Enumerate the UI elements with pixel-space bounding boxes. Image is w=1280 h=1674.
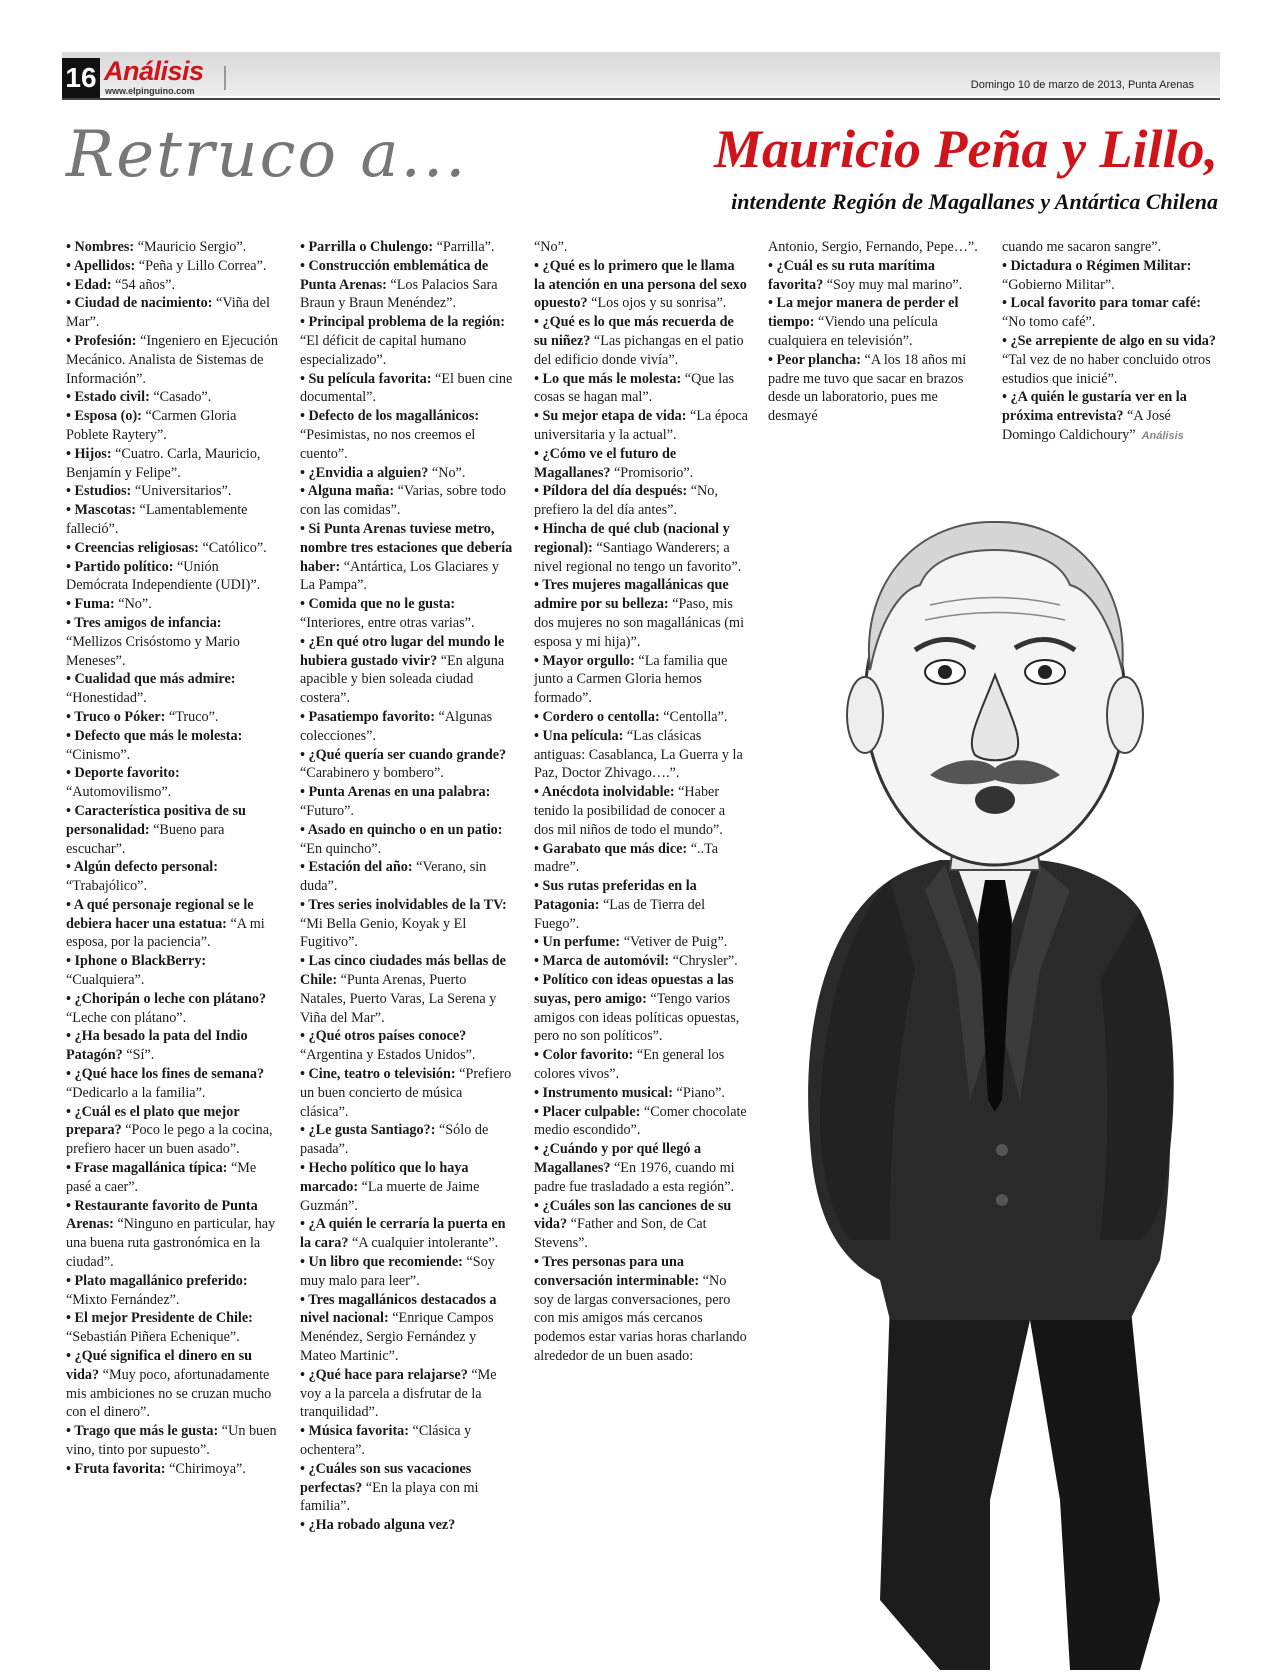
answer-text: “A los 18 años mi padre me tuvo que sacar en brazos desde un laboratorio, pues me desmayé bbox=[768, 351, 967, 425]
answer-text: “Católico”. bbox=[202, 539, 267, 556]
answer-text: “Enrique Campos Menéndez, Sergio Fernández y Mateo Martinic”. bbox=[300, 1310, 494, 1365]
question-label: • Una película: bbox=[534, 727, 624, 744]
question-label: • Pasatiempo favorito: bbox=[300, 708, 435, 725]
question-label: • Marca de automóvil: bbox=[534, 953, 670, 970]
question-label: • ¿Cuál es su ruta marítima favorita? bbox=[768, 257, 935, 293]
question-label: • Restaurante favorito de Punta Arenas: bbox=[66, 1197, 258, 1233]
answer-text: “A José Domingo Caldichoury” bbox=[1002, 408, 1171, 443]
signoff-logo: Análisis bbox=[1141, 429, 1184, 442]
qa-item bbox=[66, 802, 280, 858]
qa-item bbox=[66, 501, 280, 539]
question-label: • Parrilla o Chulengo: bbox=[300, 239, 434, 255]
qa-item bbox=[66, 294, 280, 332]
answer-text: “Los Palacios Sara Braun y Braun Menéndez”. bbox=[300, 276, 498, 312]
answer-text: “Mellizos Crisóstomo y Mario Meneses”. bbox=[66, 633, 240, 669]
qa-item bbox=[66, 1197, 280, 1272]
qa-item bbox=[66, 445, 280, 483]
answer-text: “Gobierno Militar”. bbox=[1002, 276, 1115, 293]
qa-item bbox=[66, 708, 280, 727]
question-label: • Defecto de los magallánicos: bbox=[300, 408, 480, 425]
question-label: • Placer culpable: bbox=[534, 1103, 641, 1120]
qa-item bbox=[66, 896, 280, 952]
qa-item bbox=[534, 1197, 748, 1253]
question-label: • Fuma: bbox=[66, 596, 115, 613]
qa-item bbox=[534, 1084, 748, 1103]
question-label: • Si Punta Arenas tuviese metro, nombre tres estaciones que debería haber: bbox=[300, 520, 513, 575]
question-label: • ¿A quién le gustaría ver en la próxima entrevista? bbox=[1002, 389, 1187, 425]
question-label: • ¿Qué quería ser cuando grande? bbox=[300, 746, 507, 763]
column-1 bbox=[66, 238, 280, 1479]
question-label: • El mejor Presidente de Chile: bbox=[66, 1310, 253, 1327]
qa-item bbox=[300, 1366, 514, 1422]
question-label: • Iphone o BlackBerry: bbox=[66, 953, 207, 970]
question-label: • ¿Choripán o leche con plátano? bbox=[66, 990, 267, 1007]
qa-item bbox=[300, 952, 514, 1027]
qa-item bbox=[66, 1103, 280, 1159]
qa-item bbox=[768, 351, 982, 426]
question-label: • ¿Le gusta Santiago?: bbox=[300, 1122, 436, 1139]
qa-item bbox=[66, 670, 280, 708]
answer-text: “Un buen vino, tinto por supuesto”. bbox=[66, 1423, 277, 1458]
question-label: • Tres series inolvidables de la TV: bbox=[300, 896, 507, 913]
column-2 bbox=[300, 238, 514, 1535]
answer-text: “En la playa con mi familia”. bbox=[300, 1479, 479, 1515]
question-label: • Deporte favorito: bbox=[66, 765, 180, 782]
question-label: • ¿Se arrepiente de algo en su vida? bbox=[1002, 332, 1216, 349]
answer-text: “Pesimistas, no nos creemos el cuento”. bbox=[300, 426, 476, 462]
qa-item bbox=[534, 783, 748, 839]
qa-item bbox=[534, 727, 748, 783]
question-label: • Asado en quincho o en un patio: bbox=[300, 821, 503, 838]
answer-text: “Comer chocolate medio escondido”. bbox=[534, 1103, 747, 1139]
qa-item bbox=[534, 576, 748, 651]
question-label: • La mejor manera de perder el tiempo: bbox=[768, 295, 959, 331]
qa-item bbox=[300, 633, 514, 708]
question-label: • Creencias religiosas: bbox=[66, 539, 199, 556]
answer-text: “Lamentablemente falleció”. bbox=[66, 502, 248, 537]
answer-text: “Centolla”. bbox=[663, 708, 728, 725]
answer-text: “Ingeniero en Ejecución Mecánico. Analista de Sistemas de Información”. bbox=[66, 332, 278, 387]
question-label: • Las cinco ciudades más bellas de Chile: bbox=[300, 953, 506, 989]
page-number: 16 bbox=[62, 58, 100, 98]
answer-text: “Honestidad”. bbox=[66, 690, 147, 707]
question-label: • Estado civil: bbox=[66, 389, 150, 406]
qa-item bbox=[534, 840, 748, 878]
question-label: • Edad: bbox=[66, 276, 112, 293]
question-label: • Punta Arenas en una palabra: bbox=[300, 784, 491, 801]
answer-text: “Las de Tierra del Fuego”. bbox=[534, 896, 706, 932]
qa-item bbox=[534, 877, 748, 933]
qa-item bbox=[300, 595, 514, 633]
answer-text: “El buen cine documental”. bbox=[300, 370, 513, 406]
answer-text: “Me voy a la parcela a disfrutar de la tranquilidad”. bbox=[300, 1366, 497, 1421]
answer-text: “Futuro”. bbox=[300, 802, 354, 819]
dateline: Domingo 10 de marzo de 2013, Punta Arenas bbox=[970, 79, 1194, 91]
qa-item bbox=[534, 370, 748, 408]
column-5 bbox=[1002, 238, 1216, 446]
qa-item bbox=[534, 445, 748, 483]
answer-text: “No soy de largas conversaciones, pero con mis amigos más cercanos podemos estar varias horas charlando alrededor de un buen asado: bbox=[534, 1272, 747, 1365]
answer-text: “Vetiver de Puig”. bbox=[623, 934, 728, 951]
qa-item bbox=[66, 1272, 280, 1310]
answer-text: “Varias, sobre todo con las comidas”. bbox=[300, 483, 506, 519]
question-label: • Tres mujeres magallánicas que admire por su belleza: bbox=[534, 577, 729, 613]
question-label: • Cualidad que más admire: bbox=[66, 671, 236, 688]
qa-item bbox=[66, 1027, 280, 1065]
question-label: • ¿Qué es lo primero que le llama la atención en una persona del sexo opuesto? bbox=[534, 257, 747, 312]
qa-item bbox=[534, 313, 748, 369]
question-label: • ¿Qué hace para relajarse? bbox=[300, 1366, 468, 1383]
answer-text: “Carabinero y bombero”. bbox=[300, 765, 444, 782]
qa-item bbox=[534, 520, 748, 576]
question-label: • Sus rutas preferidas en la Patagonia: bbox=[534, 878, 697, 913]
answer-text: “Santiago Wanderers; a nivel regional no tengo un favorito”. bbox=[534, 539, 742, 575]
answer-text: “Tal vez de no haber concluido otros estudios que inicié”. bbox=[1002, 351, 1211, 387]
answer-text: “Bueno para escuchar”. bbox=[66, 821, 225, 857]
qa-item bbox=[66, 276, 280, 295]
answer-text: “Unión Demócrata Independiente (UDI)”. bbox=[66, 558, 261, 594]
qa-item bbox=[300, 821, 514, 859]
answer-text: “No”. bbox=[431, 464, 466, 481]
qa-item bbox=[66, 727, 280, 765]
question-label: • ¿Ha besado la pata del Indio Patagón? bbox=[66, 1028, 248, 1064]
answer-text: “Las clásicas antiguas: Casablanca, La Guerra y la Paz, Doctor Zhivago….”. bbox=[534, 727, 743, 782]
question-label: • Un libro que recomiende: bbox=[300, 1254, 463, 1271]
question-label: • ¿En qué otro lugar del mundo le hubiera gustado vivir? bbox=[300, 633, 505, 669]
qa-item bbox=[66, 1460, 280, 1479]
qa-item bbox=[66, 1422, 280, 1460]
qa-item bbox=[66, 482, 280, 501]
qa-item bbox=[300, 1065, 514, 1121]
qa-item bbox=[66, 332, 280, 388]
answer-text: “Dedicarlo a la familia”. bbox=[66, 1084, 206, 1101]
answer-text: “Mixto Fernández”. bbox=[66, 1291, 180, 1308]
answer-text: “No tomo café”. bbox=[1002, 314, 1096, 331]
answer-text: “Soy muy malo para leer”. bbox=[300, 1254, 495, 1289]
header-divider bbox=[224, 66, 226, 90]
qa-item bbox=[66, 1159, 280, 1197]
answer-text: “En 1976, cuando mi padre fue trasladado a esta región”. bbox=[534, 1160, 735, 1195]
qa-item bbox=[66, 1065, 280, 1103]
answer-text: “Piano”. bbox=[676, 1084, 725, 1101]
qa-item bbox=[300, 1159, 514, 1215]
qa-item bbox=[534, 257, 748, 313]
article-subtitle: intendente Región de Magallanes y Antártica Chilena bbox=[731, 189, 1218, 214]
answer-text: “Peña y Lillo Correa”. bbox=[138, 257, 267, 274]
question-label: • ¿Envidia a alguien? bbox=[300, 464, 429, 481]
question-label: • Anécdota inolvidable: bbox=[534, 784, 675, 801]
qa-item bbox=[300, 313, 514, 369]
answer-text: “Prefiero un buen concierto de música clásica”. bbox=[300, 1066, 512, 1120]
qa-item bbox=[534, 971, 748, 1046]
question-label: • Comida que no le gusta: bbox=[300, 596, 456, 613]
answer-text: “Cualquiera”. bbox=[66, 972, 145, 989]
answer-text: “Automovilismo”. bbox=[66, 784, 172, 801]
answer-text: “Parrilla”. bbox=[436, 239, 495, 255]
qa-item bbox=[300, 783, 514, 821]
answer-text: “Los ojos y su sonrisa”. bbox=[591, 295, 727, 312]
question-label: • ¿Ha robado alguna vez? bbox=[300, 1517, 456, 1534]
question-label: • ¿Cuáles son sus vacaciones perfectas? bbox=[300, 1460, 472, 1496]
qa-item bbox=[300, 1291, 514, 1366]
qa-item bbox=[300, 1027, 514, 1065]
qa-item bbox=[300, 407, 514, 463]
answer-text: “Antártica, Los Glaciares y La Pampa”. bbox=[300, 558, 499, 594]
newspaper-url[interactable]: www.elpinguino.com bbox=[105, 86, 195, 96]
answer-text: “A mi esposa, por la paciencia”. bbox=[66, 915, 265, 951]
question-label: • Local favorito para tomar café: bbox=[1002, 295, 1201, 312]
qa-item bbox=[66, 238, 280, 257]
qa-item bbox=[300, 1215, 514, 1253]
question-label: • Píldora del día después: bbox=[534, 483, 688, 500]
answer-text: “Viña del Mar”. bbox=[66, 295, 270, 331]
answer-text: “Verano, sin duda”. bbox=[300, 859, 487, 895]
qa-item bbox=[66, 539, 280, 558]
qa-item bbox=[768, 238, 982, 257]
qa-item bbox=[66, 1309, 280, 1347]
answer-text: “La familia que junto a Carmen Gloria hemos formado”. bbox=[534, 652, 728, 707]
question-label: • ¿Cuáles son las canciones de su vida? bbox=[534, 1197, 732, 1233]
question-label: • Partido político: bbox=[66, 558, 174, 575]
qa-item bbox=[66, 952, 280, 990]
question-label: • Garabato que más dice: bbox=[534, 840, 688, 857]
qa-item bbox=[66, 614, 280, 670]
question-label: • ¿Cuándo y por qué llegó a Magallanes? bbox=[534, 1141, 702, 1177]
qa-item bbox=[300, 858, 514, 896]
question-label: • Instrumento musical: bbox=[534, 1084, 673, 1101]
caricature-illustration bbox=[740, 500, 1280, 1674]
answer-text: “Haber tenido la posibilidad de conocer a dos mil niños de todo el mundo”. bbox=[534, 784, 726, 838]
question-label: • Trago que más le gusta: bbox=[66, 1423, 219, 1440]
question-label: • Defecto que más le molesta: bbox=[66, 727, 243, 744]
column-4 bbox=[768, 238, 982, 426]
answer-text: “Algunas colecciones”. bbox=[300, 708, 493, 744]
answer-text: “Leche con plátano”. bbox=[66, 1009, 187, 1026]
qa-item bbox=[66, 257, 280, 276]
newspaper-logo: Análisis bbox=[104, 56, 204, 86]
question-label: • Característica positiva de su personalidad: bbox=[66, 802, 246, 838]
question-label: • ¿A quién le cerraría la puerta en la cara? bbox=[300, 1216, 506, 1252]
question-label: • ¿Qué significa el dinero en su vida? bbox=[66, 1348, 253, 1383]
question-label: • ¿Qué hace los fines de semana? bbox=[66, 1066, 265, 1083]
answer-text: “Father and Son, de Cat Stevens”. bbox=[534, 1216, 707, 1252]
answer-text: “Argentina y Estados Unidos”. bbox=[300, 1047, 476, 1064]
qa-item bbox=[66, 990, 280, 1028]
qa-item bbox=[300, 746, 514, 784]
answer-text: “..Ta madre”. bbox=[534, 840, 719, 876]
qa-item bbox=[300, 708, 514, 746]
question-label: • Fruta favorita: bbox=[66, 1460, 166, 1477]
qa-item bbox=[66, 595, 280, 614]
answer-text: “Viendo una película cualquiera en televisión”. bbox=[768, 314, 938, 349]
header-rule bbox=[62, 98, 1220, 100]
question-label: • Un perfume: bbox=[534, 934, 621, 951]
answer-text: “Que las cosas se hagan mal”. bbox=[534, 370, 735, 406]
answer-text: “Clásica y ochentera”. bbox=[300, 1423, 472, 1458]
question-label: • Mascotas: bbox=[66, 502, 136, 519]
question-label: • ¿Cómo ve el futuro de Magallanes? bbox=[534, 445, 677, 481]
question-label: • Profesión: bbox=[66, 332, 137, 349]
question-label: • Mayor orgullo: bbox=[534, 652, 635, 669]
question-label: • Su mejor etapa de vida: bbox=[534, 408, 687, 425]
question-label: • Hincha de qué club (nacional y regional): bbox=[534, 520, 730, 556]
answer-text: “La época universitaria y la actual”. bbox=[534, 408, 748, 443]
question-label: • Estación del año: bbox=[300, 859, 413, 876]
answer-text: “No”. bbox=[534, 239, 568, 255]
qa-item bbox=[300, 1516, 514, 1535]
answer-text: “Mauricio Sergio”. bbox=[137, 239, 247, 255]
question-label: • Frase magallánica típica: bbox=[66, 1160, 228, 1177]
answer-text: “Ninguno en particular, hay una buena ruta gastronómica en la ciudad”. bbox=[66, 1216, 276, 1271]
answer-text: “Poco le pego a la cocina, prefiero hacer un buen asado”. bbox=[66, 1122, 273, 1158]
qa-item bbox=[300, 1253, 514, 1291]
answer-text: “Muy poco, afortunadamente mis ambiciones no se cruzan mucho con el dinero”. bbox=[66, 1366, 272, 1421]
qa-item bbox=[1002, 388, 1216, 445]
answer-text: cuando me sacaron sangre”. bbox=[1002, 239, 1162, 255]
answer-text: “Interiores, entre otras varias”. bbox=[300, 614, 475, 631]
question-label: • ¿Qué otros países conoce? bbox=[300, 1028, 467, 1045]
question-label: • Lo que más le molesta: bbox=[534, 370, 682, 387]
qa-item bbox=[1002, 294, 1216, 332]
qa-item bbox=[300, 1422, 514, 1460]
answer-text: “54 años”. bbox=[115, 276, 176, 293]
qa-item bbox=[66, 764, 280, 802]
qa-item bbox=[534, 482, 748, 520]
question-label: • Hijos: bbox=[66, 445, 112, 462]
answer-text: “A cualquier intolerante”. bbox=[352, 1235, 499, 1252]
question-label: • Tres amigos de infancia: bbox=[66, 614, 222, 631]
answer-text: “Sebastián Piñera Echenique”. bbox=[66, 1329, 240, 1346]
question-label: • Color favorito: bbox=[534, 1047, 634, 1064]
article-title: Mauricio Peña y Lillo, bbox=[714, 119, 1218, 179]
qa-item bbox=[300, 1460, 514, 1516]
section-title: Retruco a... bbox=[66, 118, 468, 192]
qa-item bbox=[768, 257, 982, 295]
qa-item bbox=[66, 558, 280, 596]
qa-item bbox=[534, 1140, 748, 1196]
question-label: • Apellidos: bbox=[66, 257, 136, 274]
qa-item bbox=[534, 652, 748, 708]
answer-text: “Me pasé a caer”. bbox=[66, 1160, 257, 1195]
qa-item bbox=[534, 1253, 748, 1366]
qa-item bbox=[534, 238, 748, 257]
question-label: • Algún defecto personal: bbox=[66, 859, 218, 876]
answer-text: “Trabajólico”. bbox=[66, 878, 148, 895]
question-label: • Cine, teatro o televisión: bbox=[300, 1066, 456, 1083]
question-label: • Alguna maña: bbox=[300, 483, 395, 500]
answer-text: “Carmen Gloria Poblete Raytery”. bbox=[66, 408, 237, 443]
answer-text: “Soy muy mal marino”. bbox=[826, 276, 963, 293]
question-label: • Hecho político que lo haya marcado: bbox=[300, 1160, 469, 1195]
answer-text: “Tengo varios amigos con ideas políticas opuestas, pero no son políticos”. bbox=[534, 990, 740, 1045]
answer-text: “En alguna apacible y bien soleada ciudad costera”. bbox=[300, 652, 505, 707]
qa-item bbox=[1002, 257, 1216, 295]
qa-item bbox=[300, 370, 514, 408]
answer-text: “No”. bbox=[118, 596, 152, 613]
question-label: • ¿Cuál es el plato que mejor prepara? bbox=[66, 1103, 240, 1139]
answer-text: “Cinismo”. bbox=[66, 746, 131, 763]
qa-item bbox=[300, 520, 514, 595]
answer-text: “La muerte de Jaime Guzmán”. bbox=[300, 1178, 480, 1214]
answer-text: Antonio, Sergio, Fernando, Pepe…”. bbox=[768, 239, 978, 255]
qa-item bbox=[1002, 332, 1216, 388]
answer-text: “En general los colores vivos”. bbox=[534, 1047, 725, 1083]
question-label: • Truco o Póker: bbox=[66, 708, 166, 725]
question-label: • Político con ideas opuestas a las suyas, pero amigo: bbox=[534, 972, 734, 1007]
qa-item bbox=[300, 1121, 514, 1159]
question-label: • Nombres: bbox=[66, 239, 135, 255]
question-label: • Música favorita: bbox=[300, 1423, 409, 1440]
qa-item bbox=[534, 952, 748, 971]
qa-item bbox=[534, 708, 748, 727]
answer-text: “Universitarios”. bbox=[134, 483, 232, 500]
answer-text: “Mi Bella Genio, Koyak y El Fugitivo”. bbox=[300, 915, 467, 951]
question-label: • Tres personas para una conversación interminable: bbox=[534, 1254, 700, 1289]
answer-text: “Truco”. bbox=[168, 708, 219, 725]
qa-item bbox=[534, 933, 748, 952]
qa-item bbox=[66, 388, 280, 407]
question-label: • Cordero o centolla: bbox=[534, 708, 660, 725]
answer-text: “Chrysler”. bbox=[672, 953, 738, 970]
answer-text: “Sí”. bbox=[126, 1047, 155, 1064]
qa-item bbox=[66, 858, 280, 896]
question-label: • Peor plancha: bbox=[768, 351, 861, 368]
question-label: • Plato magallánico preferido: bbox=[66, 1272, 248, 1289]
answer-text: “Paso, mis dos mujeres no son magallánicas (mi esposa y mi hija)”. bbox=[534, 596, 745, 650]
qa-item bbox=[1002, 238, 1216, 257]
qa-item bbox=[66, 407, 280, 445]
question-label: • Construcción emblemática de Punta Arenas: bbox=[300, 257, 489, 293]
qa-item bbox=[768, 294, 982, 350]
qa-item bbox=[300, 896, 514, 952]
question-label: • Ciudad de nacimiento: bbox=[66, 295, 213, 312]
question-label: • ¿Qué es lo que más recuerda de su niñez? bbox=[534, 314, 734, 349]
qa-item bbox=[66, 1347, 280, 1422]
answer-text: “Sólo de pasada”. bbox=[300, 1122, 489, 1158]
answer-text: “En quincho”. bbox=[300, 840, 382, 857]
qa-item bbox=[534, 407, 748, 445]
answer-text: “Punta Arenas, Puerto Natales, Puerto Varas, La Serena y Viña del Mar”. bbox=[300, 972, 497, 1026]
answer-text: “Cuatro. Carla, Mauricio, Benjamín y Felipe”. bbox=[66, 445, 261, 481]
answer-text: “El déficit de capital humano especializado”. bbox=[300, 332, 467, 368]
question-label: • A qué personaje regional se le debiera hacer una estatua: bbox=[66, 896, 254, 932]
qa-item bbox=[300, 482, 514, 520]
qa-item bbox=[534, 1046, 748, 1084]
question-label: • Dictadura o Régimen Militar: bbox=[1002, 257, 1192, 274]
answer-text: “Casado”. bbox=[153, 389, 212, 406]
question-label: • Tres magallánicos destacados a nivel nacional: bbox=[300, 1291, 497, 1327]
question-label: • Estudios: bbox=[66, 483, 132, 500]
question-label: • Esposa (o): bbox=[66, 408, 142, 425]
answer-text: “Promisorio”. bbox=[614, 464, 694, 481]
answer-text: “Chirimoya”. bbox=[169, 1460, 246, 1477]
qa-item bbox=[534, 1103, 748, 1141]
qa-item bbox=[300, 238, 514, 257]
column-3 bbox=[534, 238, 748, 1366]
question-label: • Principal problema de la región: bbox=[300, 314, 506, 331]
answer-text: “No, prefiero la del día antes”. bbox=[534, 483, 718, 519]
qa-item bbox=[300, 464, 514, 483]
answer-text: “Las pichangas en el patio del edificio donde vivía”. bbox=[534, 332, 744, 368]
qa-item bbox=[300, 257, 514, 313]
question-label: • Su película favorita: bbox=[300, 370, 432, 387]
